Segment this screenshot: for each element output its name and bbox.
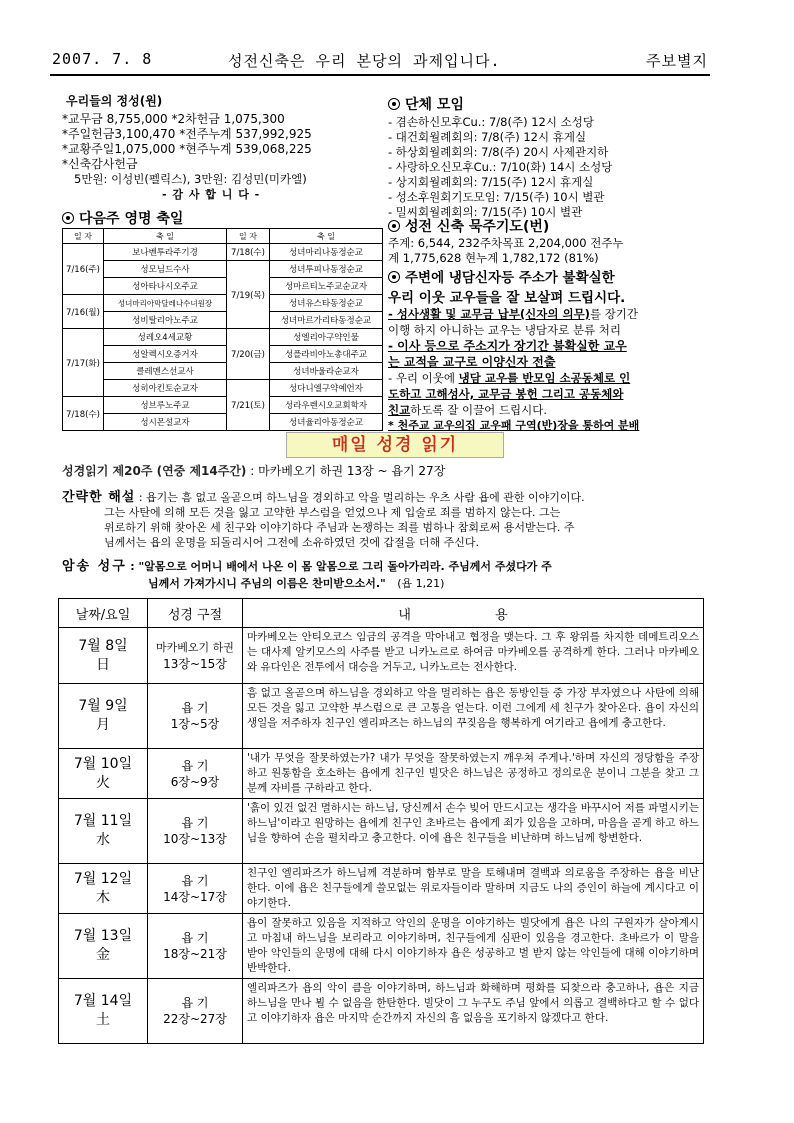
feast-title-row bbox=[62, 208, 183, 228]
rosary-title-row bbox=[388, 216, 708, 236]
group-item: - 사랑하오신모후Cu.: 7/10(화) 14시 소성당 bbox=[388, 160, 613, 174]
notice-line bbox=[388, 402, 708, 418]
notice-emphasis: - 성사생활 및 교무금 납부(신자의 의무) bbox=[388, 307, 590, 321]
feast-saint: 성플라비아노총대주교 bbox=[270, 346, 383, 363]
bible-day: 木 bbox=[96, 889, 110, 906]
groups-title-row bbox=[388, 94, 708, 114]
feast-saint: 성녀바울라순교자 bbox=[270, 363, 383, 380]
feast-saint: 성녀마리나동정순교 bbox=[270, 244, 383, 261]
feast-date: 7/19(목) bbox=[227, 261, 270, 329]
page-header bbox=[50, 46, 710, 76]
bible-date: 7월 9일 bbox=[78, 698, 128, 714]
feast-saint: 성녀마리아막달레나수녀원장 bbox=[104, 295, 227, 312]
bible-book: 욥 기 bbox=[181, 996, 209, 1010]
memorize-ref: (욥 1,21) bbox=[397, 577, 445, 590]
table-row bbox=[63, 414, 383, 431]
reading-label: 성경읽기 제20주 (연중 제14주간) bbox=[62, 464, 247, 478]
memorize-text: : "알몸으로 어머니 배에서 나온 이 몸 알몸으로 그리 돌아가리라. 주님께서 주셨다가 주 bbox=[130, 560, 552, 573]
bible-verse-cell bbox=[148, 628, 243, 684]
memorize-block bbox=[62, 558, 708, 592]
offering-line: *신축감사헌금 bbox=[62, 157, 138, 171]
offering-line: *주일헌금3,100,470 *전주누계 537,992,925 bbox=[62, 127, 312, 141]
groups-title: 단체 모임 bbox=[405, 97, 464, 113]
bible-verse-cell bbox=[148, 864, 243, 914]
bible-chapters: 13장~15장 bbox=[163, 656, 227, 671]
bible-verse-cell bbox=[148, 799, 243, 864]
feast-col: 일 자 bbox=[227, 229, 270, 244]
notice-line bbox=[388, 306, 708, 322]
table-row bbox=[59, 914, 704, 979]
bible-verse-cell bbox=[148, 914, 243, 979]
group-item: - 성소후원회기도모임: 7/15(주) 10시 별관 bbox=[388, 190, 605, 204]
header-label: 주보별지 bbox=[646, 52, 708, 70]
feast-saint: 성녀투피나동정순교 bbox=[270, 261, 383, 278]
bible-book: 욥 기 bbox=[181, 758, 209, 773]
notice-line: - 이사 등으로 주소지가 장기간 불확실한 교우 bbox=[388, 339, 627, 353]
feast-saint: 성시몬설교자 bbox=[104, 414, 227, 431]
memorize-line bbox=[62, 558, 708, 575]
feast-saint: 성알렉시오증거자 bbox=[104, 346, 227, 363]
bible-content: 욥이 잘못하고 있음을 지적하고 악인의 운명을 이야기하는 빌닷에게 욥은 나의 구원자가 살아계시고 마침내 하느님을 보리라고 이야기하며, 친구들에게 심판이 있음을 경고한다. 초바르가 이 말을 받아 악인들의 운명에 대해 다시 이야기하자 욥은 성공하고 벌 받지 않는 악인들에 대해 이야기하며 반박한다. bbox=[243, 914, 704, 979]
feast-date: 7/16(월) bbox=[63, 295, 104, 329]
notice-title-2: 우리 이웃 교우들을 잘 보살펴 드립시다. bbox=[388, 290, 626, 306]
table-row bbox=[59, 979, 704, 1044]
explanation-line: 위로하기 위해 찾아온 세 친구와 이야기하다 주님과 논쟁하는 죄를 범하나 참회로써 용서받는다. 주 bbox=[104, 521, 575, 534]
reading-line bbox=[62, 464, 445, 479]
offering-line: 5만원: 이성빈(펠릭스), 3만원: 김성민(미카엘) bbox=[74, 172, 307, 186]
table-row bbox=[59, 749, 704, 799]
offering-line: *교황주일1,075,000 *현주누계 539,068,225 bbox=[62, 142, 312, 156]
bible-date: 7월 10일 bbox=[73, 755, 133, 772]
bible-date-cell bbox=[59, 684, 148, 749]
feast-saint: 성엘리아구약인물 bbox=[270, 329, 383, 346]
table-row bbox=[59, 684, 704, 749]
feast-title: 다음주 영명 축일 bbox=[79, 211, 184, 227]
group-item: - 하상회월례회의: 7/8(주) 20시 사제관지하 bbox=[388, 145, 609, 159]
feast-saint: 보나벤투라주기경 bbox=[104, 244, 227, 261]
bible-book: 욥 기 bbox=[181, 931, 209, 945]
table-row bbox=[63, 295, 383, 312]
circle-bullet-icon bbox=[62, 212, 74, 224]
table-row bbox=[59, 864, 704, 914]
bible-verse-cell bbox=[148, 979, 243, 1044]
bible-date: 7월 12일 bbox=[73, 870, 133, 887]
group-item: - 겸손하신모후Cu.: 7/8(주) 12시 소성당 bbox=[388, 115, 594, 129]
notice-line bbox=[388, 370, 708, 386]
feast-saint: 성브루노주교 bbox=[104, 397, 227, 414]
notice-text: 하도록 잘 이끌어 드립시다. bbox=[410, 403, 548, 417]
bible-reading-table bbox=[58, 598, 704, 1044]
table-row bbox=[63, 278, 383, 295]
table-row bbox=[63, 244, 383, 261]
explanation-line bbox=[62, 490, 708, 505]
explanation-line: 그는 사탄에 의해 모든 것을 잃고 고약한 부스럼을 얻었으나 제 입술로 죄를 범하지 않는다. 그는 bbox=[104, 506, 561, 519]
feast-saint: 성히아킨토순교자 bbox=[104, 380, 227, 397]
bible-date-cell bbox=[59, 914, 148, 979]
explanation-label: 간략한 해설 bbox=[62, 490, 136, 505]
bible-book: 마카베오기 하권 bbox=[156, 640, 234, 654]
feast-saint: 클레멘스선교사 bbox=[104, 363, 227, 380]
bible-header-row bbox=[59, 599, 704, 628]
feast-date: 7/18(수) bbox=[227, 244, 270, 261]
rosary-title: 성전 신축 묵주기도(번) bbox=[405, 219, 550, 235]
bible-book: 욥 기 bbox=[181, 873, 209, 888]
rosary-section bbox=[388, 216, 708, 266]
feast-header-row bbox=[63, 229, 383, 244]
explanation-block bbox=[62, 490, 708, 550]
bible-col-verse: 성경 구절 bbox=[148, 599, 243, 628]
bible-date-cell bbox=[59, 749, 148, 799]
bible-date-cell bbox=[59, 864, 148, 914]
bible-content: 친구인 엘리파즈가 하느님께 격분하며 함부로 말을 토해내며 결백과 의로움을 주장하는 욥을 비난한다. 이에 욥은 친구들에게 쓸모없는 위로자들이라 말하며 지금도 나의 증인이 하늘에 계시다고 이야기한다. bbox=[243, 864, 704, 914]
memorize-line bbox=[148, 575, 708, 592]
daily-reading-banner: 매일 성경 읽기 bbox=[286, 432, 504, 458]
table-row bbox=[63, 363, 383, 380]
bible-content: 엘리파즈가 욥의 악이 큼을 이야기하며, 하느님과 화해하며 평화를 되찾으라 충고하나, 욥은 지금 하느님을 만나 뵐 수 없음을 한탄한다. 빌닷이 그 누구도 주님 앞에서 의롭고 결백하다고 할 수 없다고 이야기하자 욥은 마지막 순간까지 자신의 흠 없음을 포기하지 않겠다고 한다. bbox=[243, 979, 704, 1044]
notice-emphasis: 친교 bbox=[388, 403, 411, 417]
reading-value: : 마카베오기 하권 13장 ~ 욥기 27장 bbox=[250, 464, 446, 478]
feast-saint: 성녀마르가리타동정순교 bbox=[270, 312, 383, 329]
bible-book: 욥 기 bbox=[181, 816, 209, 830]
notice-emphasis: 냉담 교우를 반모임 소공동체로 인 bbox=[458, 371, 631, 385]
feast-date: 7/16(주) bbox=[63, 244, 104, 295]
feast-saint: 성녀율리아동정순교 bbox=[270, 414, 383, 431]
memorize-label: 암송 성구 bbox=[62, 559, 127, 574]
feast-saint: 성모님드수사 bbox=[104, 261, 227, 278]
notice-title-row bbox=[388, 266, 708, 286]
bible-chapters: 1장~5장 bbox=[170, 717, 220, 731]
table-row bbox=[63, 397, 383, 414]
bible-content: 흠 없고 올곧으며 하느님을 경외하고 악을 멀리하는 욥은 동방인들 중 가장 부자였으나 사탄에 의해 모든 것을 잃고 고약한 부스럼으로 큰 고통을 얻는다. 이런 그에게 세 친구가 찾아온다. 욥이 자신의 생일을 저주하자 친구인 엘리파즈는 하느님의 꾸짖음을 행복하게 여기라고 욥에게 충고한다. bbox=[243, 684, 704, 749]
offering-section bbox=[62, 94, 384, 202]
bible-day: 月 bbox=[96, 717, 110, 733]
feast-date: 7/17(화) bbox=[63, 329, 104, 397]
feast-saint: 성레오4세교황 bbox=[104, 329, 227, 346]
bible-chapters: 14장~17장 bbox=[163, 889, 227, 904]
bible-content: 마카베오는 안티오코스 임금의 공격을 막아내고 협정을 맺는다. 그 후 왕위를 차지한 데메트리오스는 대사제 알키모스의 사주를 받고 니카노르로 하여금 마카베오를 공격하게 한다. 그러나 마카베오와 유다인은 전투에서 대승을 거두고, 니카노르는 전사한다. bbox=[243, 628, 704, 684]
header-date: 2007. 7. 8 bbox=[52, 50, 153, 68]
bible-col-content: 내 용 bbox=[243, 599, 704, 628]
bible-verse-cell bbox=[148, 749, 243, 799]
bible-chapters: 6장~9장 bbox=[170, 774, 220, 789]
bible-verse-cell bbox=[148, 684, 243, 749]
table-row bbox=[63, 329, 383, 346]
bible-date-cell bbox=[59, 979, 148, 1044]
offering-title: 우리들의 정성(원) bbox=[66, 94, 163, 108]
feast-table bbox=[62, 228, 383, 431]
offering-line: *교무금 8,755,000 *2차헌금 1,075,300 bbox=[62, 112, 285, 126]
bible-chapters: 18장~21장 bbox=[163, 947, 227, 961]
notice-title: 주변에 냉담신자등 주소가 불확실한 bbox=[405, 270, 615, 286]
bible-date: 7월 14일 bbox=[73, 993, 133, 1009]
feast-date: 7/21(토) bbox=[227, 380, 270, 431]
feast-col: 일 자 bbox=[63, 229, 104, 244]
group-item: - 밀씨회월례회의: 7/15(주) 10시 별관 bbox=[388, 205, 583, 219]
notice-text: - 우리 이웃에 bbox=[388, 371, 459, 385]
circle-bullet-icon bbox=[388, 220, 400, 232]
bible-book: 욥 기 bbox=[181, 701, 209, 715]
feast-saint: 성녀유스타동정순교 bbox=[270, 295, 383, 312]
bible-col-date: 날짜/요일 bbox=[59, 599, 148, 628]
table-row bbox=[63, 312, 383, 329]
feast-date: 7/20(금) bbox=[227, 329, 270, 380]
bible-date: 7월 13일 bbox=[73, 928, 133, 944]
bible-chapters: 22장~27장 bbox=[163, 1012, 227, 1026]
table-row bbox=[59, 628, 704, 684]
bible-day: 日 bbox=[96, 656, 110, 673]
bible-content: '흙이 있건 없건 멸하시는 하느님, 당신께서 손수 빚어 만드시고는 생각을 바꾸시어 저를 파멸시키는 하느님'이라고 원망하는 욥에게 친구인 초바르는 욥에게 죄가 있음을 고하며, 마음을 곧게 하고 하느님을 향하여 손을 펼치라고 충고한다. 이에 욥은 친구들을 비난하며 하느님께 항변한다. bbox=[243, 799, 704, 864]
bible-day: 水 bbox=[96, 832, 110, 848]
notice-line: * 천주교 교우의집 교우패 구역(반)장을 통하여 분배 bbox=[388, 419, 640, 432]
notice-text: 를 장기간 bbox=[589, 307, 639, 321]
table-row bbox=[63, 346, 383, 363]
table-row bbox=[63, 380, 383, 397]
bible-date-cell bbox=[59, 799, 148, 864]
bible-content: '내가 무엇을 잘못하였는가? 내가 무엇을 잘못하였는지 깨우쳐 주게나.'하며 자신의 정당함을 주장하고 원통함을 호소하는 욥에게 친구인 빌닷은 하느님은 공정하고 정의로운 분이니 그분을 찾고 그분께 자비를 구하라고 한다. bbox=[243, 749, 704, 799]
bible-date: 7월 8일 bbox=[78, 637, 128, 654]
circle-bullet-icon bbox=[388, 98, 400, 110]
feast-saint: 성마르티노주교순교자 bbox=[270, 278, 383, 295]
table-row bbox=[59, 799, 704, 864]
feast-col: 축 일 bbox=[270, 229, 383, 244]
feast-col: 축 일 bbox=[104, 229, 227, 244]
rosary-line: 계 1,775,628 현누계 1,782,172 (81%) bbox=[388, 251, 599, 265]
notice-line: 이행 하지 아니하는 교우는 냉담자로 분류 처리 bbox=[388, 323, 622, 337]
bible-chapters: 10장~13장 bbox=[163, 832, 227, 846]
group-item: - 상지회월례회의: 7/15(주) 12시 휴게실 bbox=[388, 175, 594, 189]
group-item: - 대건회월례회의: 7/8(주) 12시 휴게실 bbox=[388, 130, 587, 144]
feast-saint: 성아타나시오주교 bbox=[104, 278, 227, 295]
notice-line: 도하고 고해성사, 교무금 봉헌 그리고 공동체와 bbox=[388, 387, 624, 401]
explanation-line: 님께서는 욥의 운명을 되돌리시어 그전에 소유하였던 것에 갑절을 더해 주신다. bbox=[104, 536, 479, 549]
bible-day: 金 bbox=[96, 947, 110, 963]
feast-saint: 성비탈리아노주교 bbox=[104, 312, 227, 329]
header-slogan: 성전신축은 우리 본당의 과제입니다. bbox=[228, 52, 501, 70]
feast-saint: 성라우렌시오교회학자 bbox=[270, 397, 383, 414]
rosary-line: 주계: 6,544, 232주차목표 2,204,000 전주누 bbox=[388, 236, 624, 250]
bible-date: 7월 11일 bbox=[73, 813, 133, 829]
offering-thanks: - 감 사 합 니 다 - bbox=[162, 188, 261, 201]
bible-day: 火 bbox=[96, 774, 110, 791]
explanation-text: : 욥기는 흠 없고 올곧으며 하느님을 경외하고 악을 멀리하는 우츠 사람 욥에 관한 이야기이다. bbox=[138, 491, 585, 504]
groups-section bbox=[388, 94, 708, 220]
memorize-text: 님께서 가져가시니 주님의 이름은 찬미받으소서." bbox=[148, 577, 386, 590]
circle-bullet-icon bbox=[388, 271, 400, 283]
feast-saint: 성다니엘구약예언자 bbox=[270, 380, 383, 397]
table-row bbox=[63, 261, 383, 278]
feast-date: 7/18(수) bbox=[63, 397, 104, 431]
notice-section bbox=[388, 266, 708, 434]
bible-date-cell bbox=[59, 628, 148, 684]
notice-line: 는 교적을 교구로 이양신자 전출 bbox=[388, 355, 556, 369]
bible-day: 土 bbox=[96, 1012, 110, 1028]
